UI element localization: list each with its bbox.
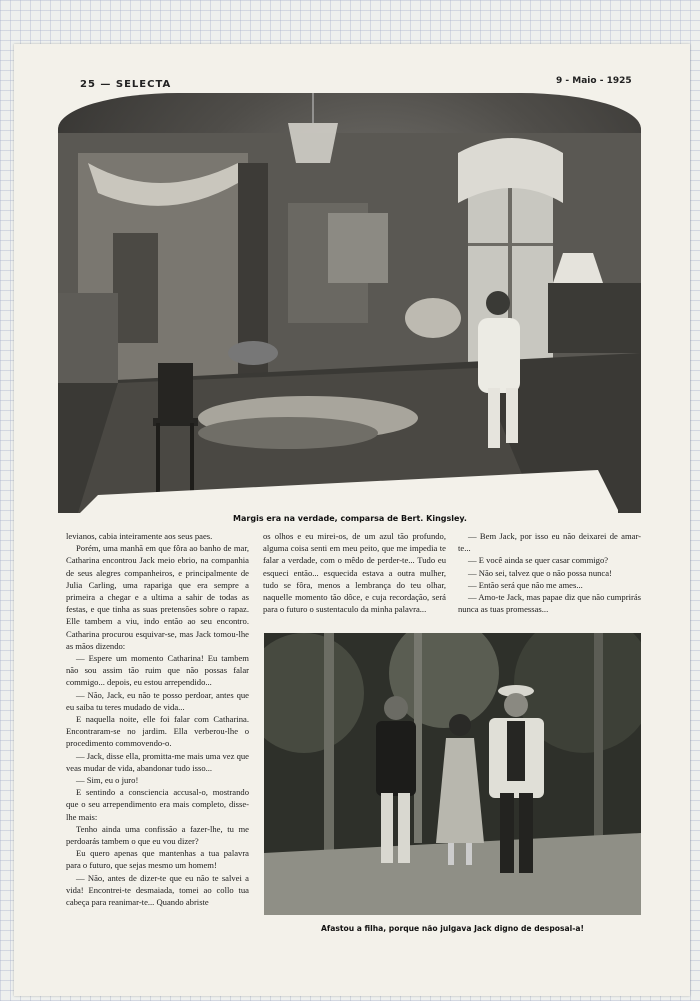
photo-cutout xyxy=(58,470,641,515)
paragraph: E sentindo a consciencia accusal-o, mostrando que o seu arrependimento era mais completo, disse-lhe mais: xyxy=(66,787,249,822)
paragraph: — Não, Jack, eu não te posso perdoar, antes que eu saiba tu teres mudado de vida... xyxy=(66,689,249,712)
paragraph: — Jack, disse ella, promitta-me mais uma vez que veas mudar de vida, abandonar tudo isso... xyxy=(66,750,249,773)
article-column-2 xyxy=(263,530,446,630)
paragraph: — Espere um momento Catharina! Eu tambem não sou assim tão ruim que não possas falar commigo... depois, eu estou arrependido... xyxy=(66,653,249,688)
page-header-date: 9 - Maio - 1925 xyxy=(556,76,632,86)
article-column-3 xyxy=(458,530,641,630)
bottom-photograph xyxy=(264,633,641,915)
article-column-1 xyxy=(66,530,249,946)
page-header-left: 25 — SELECTA xyxy=(80,79,172,90)
paragraph: — Bem Jack, por isso eu não deixarei de amar-te... xyxy=(458,531,641,554)
top-photo-caption: Margis era na verdade, comparsa de Bert. Kingsley. xyxy=(233,514,467,523)
paragraph: os olhos e eu mirei-os, de um azul tão profundo, alguma coisa senti em meu peito, que me impedia te falar a verdade, com o mêdo de perder-te... Tudo eu esqueci então... esquecida estava a outra mulher, tudo se fôra, menos a lembrança do teu olhar, naquelle momento tão dôce, e cuja recordação, será para o futuro o sustentaculo da minha palavra... xyxy=(263,531,446,615)
bottom-photo-caption: Afastou a filha, porque não julgava Jack digno de desposal-a! xyxy=(321,924,584,933)
paragraph: — Amo-te Jack, mas papae diz que não cumprirás nunca as tuas promessas... xyxy=(458,592,641,615)
paragraph: — E você ainda se quer casar commigo? xyxy=(468,555,609,566)
paragraph: — Não, antes de dizer-te que eu não te salvei a vida! Encontrei-te desmaiada, tomei ao collo tua cabeça para reanimar-te... Quando abriste xyxy=(66,872,249,908)
paragraph: Porém, uma manhã em que fôra ao banho de mar, Catharina encontrou Jack meio ebrio, na companhia de seus alegres companheiros, e principalmente de Julia Carling, uma rapariga que era sempre a primeira a chegar e a ultima a sahir de todas as festas, e que tinha as suas pretensões sobre o rapaz. Elle tambem a viu, indo então ao seu encontro. Catharina procurou esquivar-se, mas Jack tomou-lhe as mãos dizendo: xyxy=(66,543,249,651)
paragraph: Tenho ainda uma confissão a fazer-lhe, tu me perdoarás tambem o que eu vou dizer? xyxy=(66,823,249,847)
paragraph: E naquella noite, elle foi falar com Catharina. Encontraram-se no jardim. Ella verberou-lhe o procedimento commovendo-o. xyxy=(66,714,249,749)
paragraph: — Não sei, talvez que o não possa nunca! xyxy=(468,567,612,578)
paragraph: — Sim, eu o juro! xyxy=(76,775,139,786)
paragraph: Eu quero apenas que mantenhas a tua palavra para o futuro, que sejas mesmo um homem! xyxy=(66,848,249,871)
top-photograph xyxy=(58,93,641,513)
paragraph: — Então será que não me ames... xyxy=(468,579,583,590)
paragraph: levianos, cabia inteiramente aos seus paes. xyxy=(66,531,213,541)
